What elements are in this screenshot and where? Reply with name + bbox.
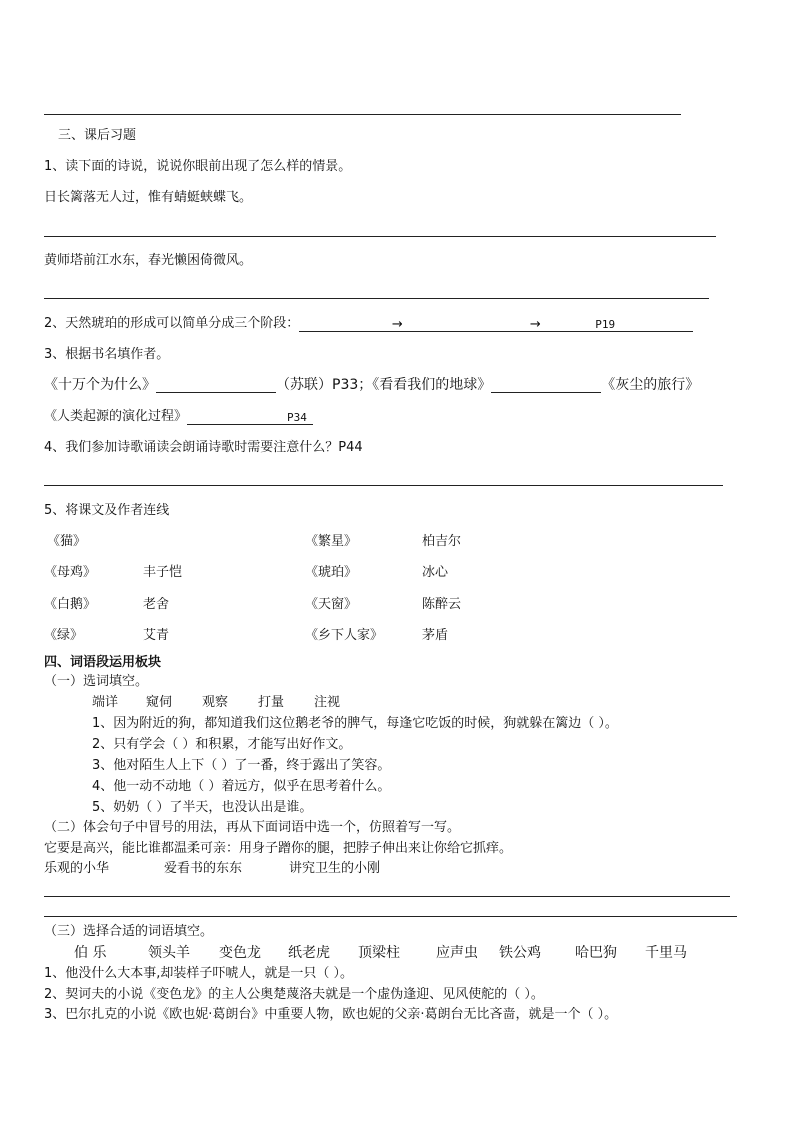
word-option: 变色龙 xyxy=(219,945,261,961)
fill-item: 1、因为附近的狗，都知道我们这位鹅老爷的脾气，每逢它吃饭的时候，狗就躲在篱边（ ）。 xyxy=(92,716,618,731)
word-bank xyxy=(92,695,340,711)
option: 爱看书的东东 xyxy=(164,861,243,876)
answer-line xyxy=(44,236,716,237)
author-blank[interactable] xyxy=(156,378,276,393)
word-option: 铁公鸡 xyxy=(499,945,541,961)
fill-item: 4、他一动不动地（ ）着远方，似乎在思考着什么。 xyxy=(92,779,391,794)
match-item[interactable]: 茅盾 xyxy=(422,628,449,643)
fill-item: 3、他对陌生人上下（ ）了一番，终于露出了笑容。 xyxy=(92,758,391,773)
match-item[interactable]: 柏吉尔 xyxy=(422,534,462,549)
option: 讲究卫生的小刚 xyxy=(289,861,381,876)
part-title: （二）体会句子中冒号的用法，再从下面词语中选一个，仿照着写一写。 xyxy=(44,820,461,835)
fill-item: 2、契诃夫的小说《变色龙》的主人公奥楚蔑洛夫就是一个虚伪逢迎、见风使舵的（ ）。 xyxy=(44,987,544,1002)
page-ref: P34 xyxy=(287,410,313,425)
book-title: 《十万个为什么》 xyxy=(44,377,156,393)
blank-stage-3[interactable] xyxy=(543,317,595,332)
match-item[interactable]: 《天窗》 xyxy=(305,597,358,612)
section-heading: 三、课后习题 xyxy=(58,128,137,143)
question-3: 3、根据书名填作者。 xyxy=(44,347,170,362)
question-4: 4、我们参加诗歌诵读会朗诵诗歌时需要注意什么？P44 xyxy=(44,440,363,455)
word-option: 千里马 xyxy=(645,945,687,961)
answer-line xyxy=(44,896,730,897)
example-sentence: 它要是高兴，能比谁都温柔可亲：用身子蹭你的腿，把脖子伸出来让你给它抓痒。 xyxy=(44,841,513,856)
word-option: 哈巴狗 xyxy=(575,945,617,961)
answer-line xyxy=(44,114,681,115)
match-item[interactable]: 《绿》 xyxy=(44,628,84,643)
question-3-line-2 xyxy=(44,409,313,425)
match-item[interactable]: 《猫》 xyxy=(47,534,87,549)
match-item[interactable]: 《乡下人家》 xyxy=(305,628,384,643)
match-item[interactable]: 《琥珀》 xyxy=(305,565,358,580)
part-title: （一）选词填空。 xyxy=(44,674,149,689)
match-item[interactable]: 艾青 xyxy=(143,628,170,643)
poem-line-2: 黄师塔前江水东，春光懒困倚微风。 xyxy=(44,253,253,268)
match-item[interactable]: 丰子恺 xyxy=(143,565,183,580)
page-ref: P19 xyxy=(595,317,693,332)
match-item[interactable]: 陈醉云 xyxy=(422,597,462,612)
fill-item: 2、只有学会（ ）和积累，才能写出好作文。 xyxy=(92,737,352,752)
answer-line xyxy=(44,298,709,299)
fill-item: 3、巴尔扎克的小说《欧也妮·葛朗台》中重要人物，欧也妮的父亲·葛朗台无比吝啬，就是一个（ ）。 xyxy=(44,1007,618,1022)
poem-line-1: 日长篱落无人过，惟有蜻蜓蛱蝶飞。 xyxy=(44,190,253,205)
match-item[interactable]: 冰心 xyxy=(422,565,449,580)
question-2 xyxy=(44,316,693,332)
answer-line xyxy=(44,916,737,917)
book-title: 《人类起源的演化过程》 xyxy=(44,409,188,424)
word-bank xyxy=(74,945,687,961)
author-blank[interactable] xyxy=(491,378,601,393)
word-option: 顶梁柱 xyxy=(358,945,400,961)
blank-stage-2[interactable] xyxy=(405,317,527,332)
question-1: 1、读下面的诗说，说说你眼前出现了怎么样的情景。 xyxy=(44,159,352,174)
match-item[interactable]: 《母鸡》 xyxy=(44,565,97,580)
author-blank[interactable] xyxy=(187,410,287,425)
fill-item: 1、他没什么大本事,却装样子吓唬人，就是一只（ ）。 xyxy=(44,966,354,981)
section-heading: 四、词语段运用板块 xyxy=(44,655,162,670)
option: 乐观的小华 xyxy=(44,861,110,876)
part-title: （三）选择合适的词语填空。 xyxy=(44,924,214,939)
question-3-line-1 xyxy=(44,377,699,393)
match-item[interactable]: 《白鹅》 xyxy=(44,597,97,612)
word-option: 注视 xyxy=(314,695,341,710)
match-item[interactable]: 《繁星》 xyxy=(305,534,358,549)
question-5: 5、将课文及作者连线 xyxy=(44,503,170,518)
word-option: 纸老虎 xyxy=(288,945,330,961)
answer-line xyxy=(44,485,723,486)
word-option: 打量 xyxy=(258,695,285,710)
question-2-text: 2、天然琥珀的形成可以简单分成三个阶段： xyxy=(44,316,300,331)
word-option: 应声虫 xyxy=(436,945,478,961)
match-item[interactable]: 老舍 xyxy=(143,597,170,612)
book-title: （苏联）P33；《看看我们的地球》 xyxy=(276,377,492,393)
fill-item: 5、奶奶（ ）了半天，也没认出是谁。 xyxy=(92,800,313,815)
word-option: 伯 乐 xyxy=(74,945,107,961)
word-option: 端详 xyxy=(92,695,119,710)
arrow-1: → xyxy=(389,317,405,332)
arrow-2: → xyxy=(527,317,543,332)
word-option: 窥伺 xyxy=(146,695,173,710)
option-row xyxy=(44,861,380,877)
word-option: 观察 xyxy=(202,695,229,710)
word-option: 领头羊 xyxy=(148,945,190,961)
blank-stage-1[interactable] xyxy=(299,317,389,332)
book-title: 《灰尘的旅行》 xyxy=(601,377,700,393)
